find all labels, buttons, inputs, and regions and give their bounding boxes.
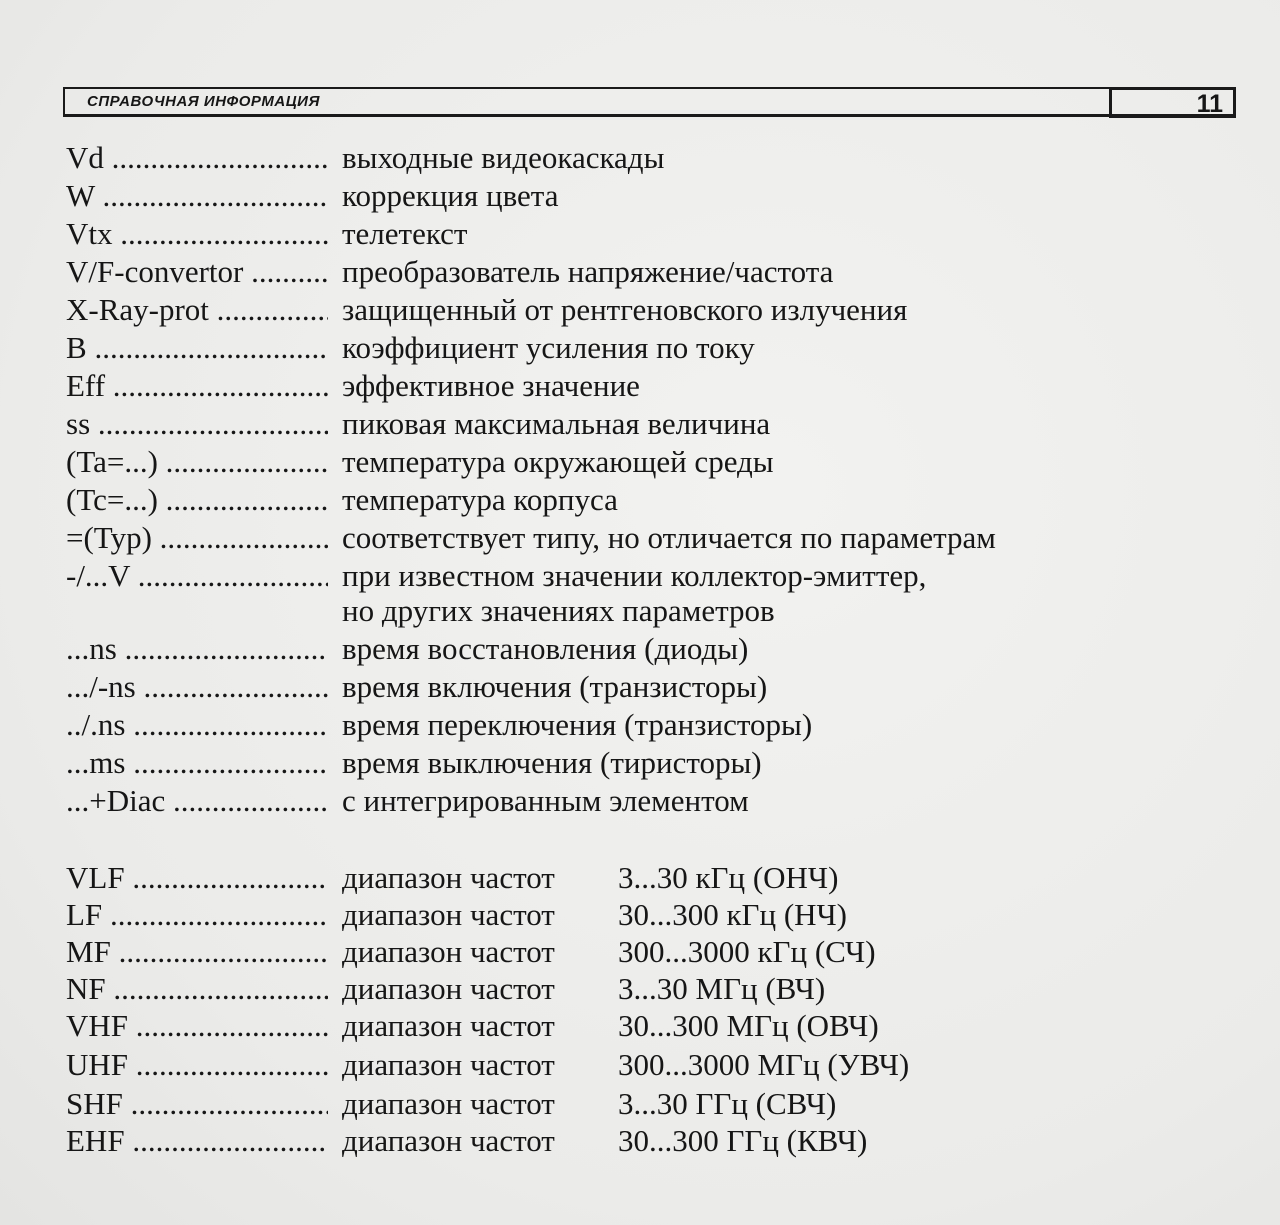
running-header [63,87,1236,117]
band-definition: диапазон частот [342,971,555,1006]
abbrev-definition: телетекст [342,216,468,251]
abbrev-definition: преобразователь напряжение/частота [342,254,834,289]
band-range: 3...30 кГц (ОНЧ) [618,860,839,895]
band-definition: диапазон частот [342,934,555,969]
band-term: MF ..... [66,934,328,970]
abbrev-term: V/F-convertor ..... [66,254,328,290]
abbrev-term: ss ..... [66,406,328,442]
abbrev-term: Eff ..... [66,368,328,404]
abbrev-definition: при известном значении коллектор-эмиттер, [342,558,927,593]
band-range: 30...300 ГГц (КВЧ) [618,1123,868,1158]
abbrev-definition: коэффициент усиления по току [342,330,755,365]
running-header-title: СПРАВОЧНАЯ ИНФОРМАЦИЯ [87,93,320,110]
abbrev-term: (Ta=...) ..... [66,444,328,480]
band-term: NF ..... [66,971,328,1007]
band-term: LF ..... [66,897,328,933]
abbrev-definition: температура окружающей среды [342,444,774,479]
abbrev-term: .../-ns ..... [66,669,328,705]
band-definition: диапазон частот [342,860,555,895]
band-definition: диапазон частот [342,1086,555,1121]
abbrev-definition: эффективное значение [342,368,640,403]
band-definition: диапазон частот [342,1123,555,1158]
abbrev-term: ...ns ..... [66,631,328,667]
abbrev-definition: соответствует типу, но отличается по параметрам [342,520,996,555]
abbrev-definition: время выключения (тиристоры) [342,745,762,780]
abbrev-term: ../.ns ..... [66,707,328,743]
band-definition: диапазон частот [342,1008,555,1043]
band-term: SHF ..... [66,1086,328,1122]
band-term: VHF ..... [66,1008,328,1044]
band-term: VLF ..... [66,860,328,896]
band-term: EHF ..... [66,1123,328,1159]
abbrev-definition: температура корпуса [342,482,618,517]
band-range: 300...3000 МГц (УВЧ) [618,1047,910,1082]
band-term: UHF ..... [66,1047,328,1083]
abbrev-definition: пиковая максимальная величина [342,406,771,441]
abbrev-term: Vd ..... [66,140,328,176]
abbrev-term: -/...V ..... [66,558,328,594]
page-number-box [1109,87,1236,118]
abbrev-term: Vtx ..... [66,216,328,252]
abbrev-definition: защищенный от рентгеновского излучения [342,292,908,327]
abbrev-definition: коррекция цвета [342,178,559,213]
abbrev-definition: время переключения (транзисторы) [342,707,813,742]
abbrev-term: (Tc=...) ..... [66,482,328,518]
page-number: 11 [1196,90,1223,118]
abbrev-term: X-Ray-prot ..... [66,292,328,328]
abbrev-term: ...ms ..... [66,745,328,781]
band-range: 30...300 кГц (НЧ) [618,897,848,932]
abbrev-term: B ..... [66,330,328,366]
band-range: 3...30 МГц (ВЧ) [618,971,826,1006]
band-range: 300...3000 кГц (СЧ) [618,934,876,969]
band-range: 30...300 МГц (ОВЧ) [618,1008,879,1043]
band-definition: диапазон частот [342,897,555,932]
abbrev-definition: с интегрированным элементом [342,783,749,818]
abbrev-definition: время восстановления (диоды) [342,631,749,666]
band-range: 3...30 ГГц (СВЧ) [618,1086,837,1121]
abbrev-term: ...+Diac ..... [66,783,328,819]
abbrev-definition: выходные видеокаскады [342,140,665,175]
abbrev-definition: время включения (транзисторы) [342,669,768,704]
band-definition: диапазон частот [342,1047,555,1082]
abbrev-definition-continuation: но других значениях параметров [342,593,775,628]
abbrev-term: W ..... [66,178,328,214]
abbrev-term: =(Typ) ..... [66,520,328,556]
